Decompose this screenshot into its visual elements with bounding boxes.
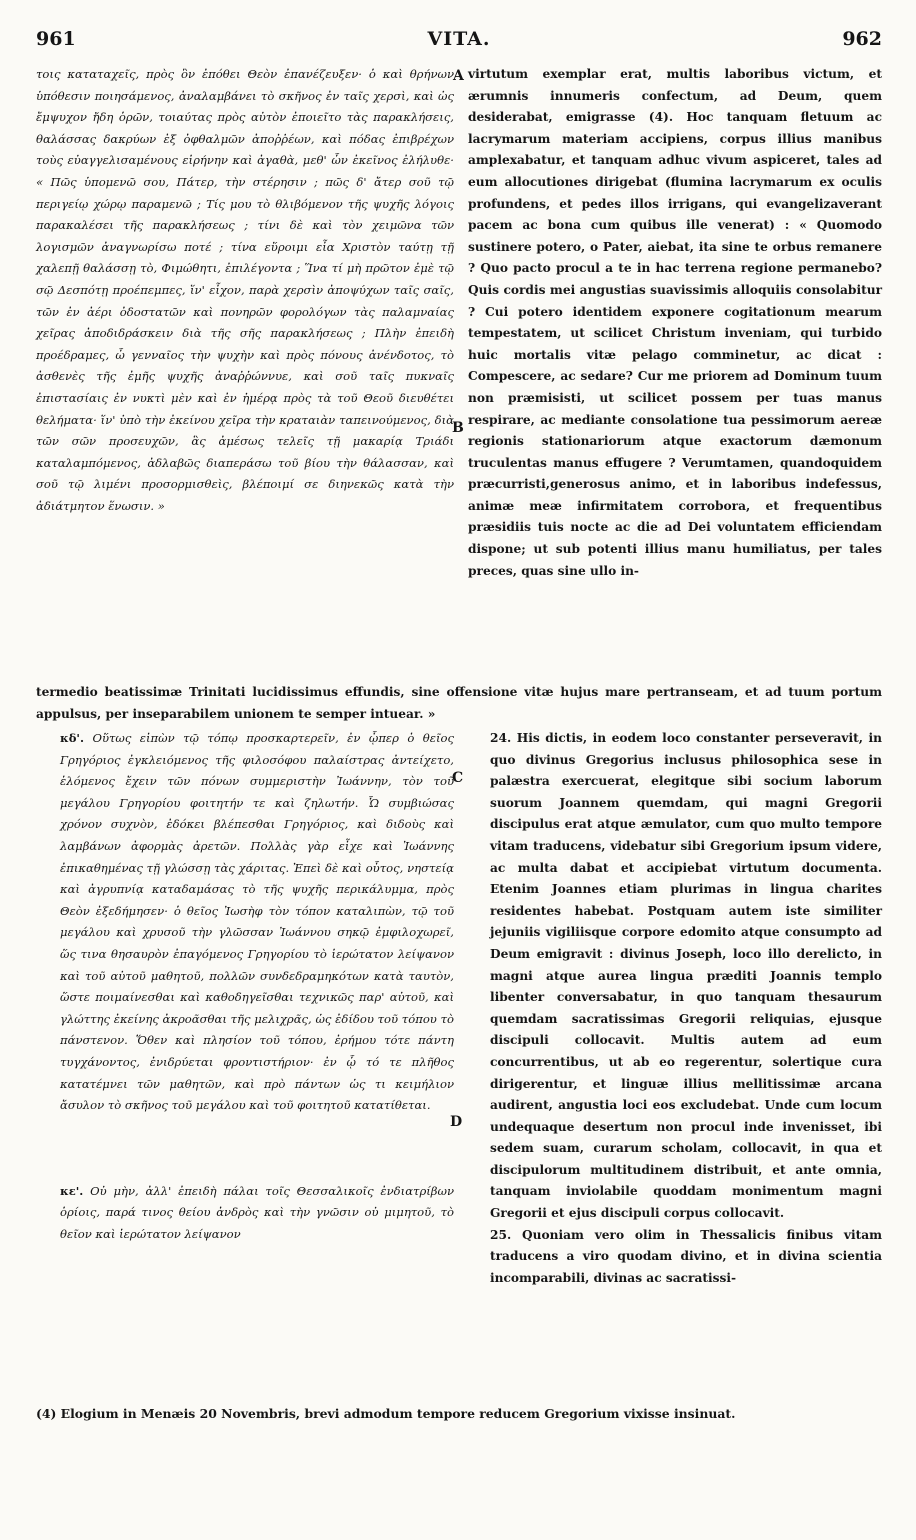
- greek-paragraph-24: [36, 728, 454, 1117]
- latin-paragraph-25: [468, 1225, 882, 1290]
- margin-marker-b: B: [452, 420, 464, 436]
- latin-column-lower: [468, 728, 882, 1289]
- latin-section-number-25: 25.: [490, 1227, 512, 1242]
- footnote: (4) Elogium in Menæis 20 Novembris, brevi admodum tempore reducem Gregorium vixisse insinuat.: [36, 1406, 736, 1421]
- greek-column-lower: [36, 728, 454, 1245]
- page-header: [36, 28, 882, 62]
- greek-paragraph-1: τοις καταταχεῖς, πρὸς ὃν ἐπόθει Θεὸν ἐπανέζευξεν· ὁ καὶ θρήνων ὑπόθεσιν ποιησάμενος, ἀναλαμβάνει τὸ σκῆνος ἐν ταῖς χερσὶ, καὶ ὡς ἔμψυχον ἤδη ὁρῶν, τοιαύτας πρὸς αὐτὸν ἐποιεῖτο τὰς παρακλήσεις, θαλάσσας δακρύων ἐξ ὀφθαλμῶν ἀποῤῥέων, καὶ πόδας ἐπιβρέχων τοὺς εὐαγγελισαμένους εἰρήνην καὶ ἀγαθὰ, μεθ' ὧν ἐκεῖνος ἐλήλυθε· « Πῶς ὑπομενῶ σου, Πάτερ, τὴν στέρησιν ; πῶς δ' ἄτερ σοῦ τῷ περιγείῳ χώρῳ παραμενῶ ; Τίς μου τὸ θλιβόμενον τῆς ψυχῆς λόγοις παρακαλέσει τῆς παρακλήσεως ; τίνι δὲ καὶ τὸν χειμῶνα τῶν λογισμῶν ἀναγνωρίσω ποτέ ; τίνα εὕροιμι εἶα Χριστὸν ταύτῃ τῇ χαλεπῇ θαλάσσῃ τὸ, Φιμώθητι, ἐπιλέγοντα ; Ἵνα τί μὴ πρῶτον ἐμὲ τῷ σῷ Δεσπότῃ προέπεμπες, ἵν' εἶχον, παρὰ χερσὶν ἀποψύχων ταῖς σαῖς, τῶν ἐν ἀέρι ὀδοστατῶν καὶ πονηρῶν φορολόγων τὰς παλαμναίας χεῖρας ἀποδιδράσκειν διὰ τῆς σῆς παρακλήσεως ; Πλὴν ἐπειδὴ προέδραμες, ὦ γενναῖος τὴν ψυχὴν καὶ πρὸς πόνους ἀνένδοτος, τὸ ἀσθενὲς τῆς ἐμῆς ψυχῆς ἀναῤῥώννυε, καὶ σοῦ ταῖς πυκναῖς ἐπιστασίαις ἐν νυκτὶ μὲν καὶ ἐν ἡμέρᾳ πρὸς τὰ τοῦ Θεοῦ διευθέτει θελήματα· ἵν' ὑπὸ τὴν ἐκείνου χεῖρα τὴν κραταιὰν ταπεινούμενος, διὰ τῶν σῶν προσευχῶν, ἃς ἀμέσως τελεῖς τῇ μακαρίᾳ Τριάδι καταλαμπόμενος, ἀδλαβῶς διαπεράσω τοῦ βίου τὴν θάλασσαν, καὶ σοῦ τῷ λιμένι προσορμισθεὶς, βλέποιμί σε διηνεκῶς κατὰ τὴν ἀδιάτμητον ἕνωσιν. »: [36, 67, 454, 513]
- margin-marker-c: C: [452, 770, 464, 786]
- greek-section-number-24: κδ'.: [60, 731, 85, 745]
- running-title: VITA.: [427, 28, 491, 50]
- greek-column: [36, 64, 454, 517]
- latin-section-number-24: 24.: [490, 731, 512, 745]
- page-number-right: 962: [842, 28, 882, 50]
- latin-paragraph-25-text: Quoniam vero olim in Thessalicis finibus vitam traducens a viro quodam divino, et in divina scientia incomparabili, divinas ac sacratissi-: [490, 1227, 882, 1285]
- margin-marker-d: D: [450, 1114, 463, 1130]
- latin-column: [468, 64, 882, 582]
- margin-marker-a: A: [453, 68, 464, 84]
- page-number-left: 961: [36, 28, 76, 50]
- greek-paragraph-25-text: Οὐ μὴν, ἀλλ' ἐπειδὴ πάλαι τοῖς Θεσσαλικοῖς ἐνδιατρίβων ὁρίοις, παρά τινος θείου ἀνδρὸς καὶ τὴν γνῶσιν οὐ μιμητοῦ, τὸ θεῖον καὶ ἱερώτατον λείψανον: [60, 1183, 455, 1241]
- latin-paragraph-24-text: His dictis, in eodem loco constanter perseveravit, in quo divinus Gregorius inclusus philosophica sese in palæstra exercuerat, elegitque sibi socium laborum suorum Joannem quemdam, qui magni Gregorii discipulus erat atque æmulator, cum quo multo tempore vitam traducens, videbatur sibi Gregorium ipsum videre, ac multa dabat et accipiebat virtutum documenta. Etenim Joannes etiam plurimas in lingua charites residentes habebat. Postquam autem iste similiter jejuniis vigiliisque corpore edomito atque consumpto ad Deum emigravit : divinus Joseph, loco illo derelicto, in magni atque aurea lingua præditi Joannis templo libenter conversabatur, in quo tanquam thesaurum quemdam sacratissimas Gregorii reliquias, ejusque discipuli collocavit. Multis autem ad eum concurrentibus, ut ab eo regerentur, solertique cura dirigerentur, et linguæ illius mellitissimæ arcana audirent, angustia loci eos excludebat. Unde cum locum undequaque desertum non procul inde invenisset, ibi sedem suam, curarum scholam, collocavit, in qua et discipulorum multitudinem distribuit, et ante omnia, tanquam inviolabile quoddam monimentum magni Gregorii et ejus discipuli corpus collocavit.: [490, 731, 882, 1221]
- greek-paragraph-24-text: Οὕτως εἰπὼν τῷ τόπῳ προσκαρτερεῖν, ἐν ᾧπερ ὁ θεῖος Γρηγόριος ἐγκλειόμενος τῆς φιλοσόφου παλαίστρας ἀντείχετο, ἑλόμενος ἔχειν τῶν πόνων συμμεριστὴν Ἰωάννην, τὸν τοῦ μεγάλου Γρηγορίου φοιτητήν τε καὶ ζηλωτήν. Ὧ συμβιώσας χρόνον συχνὸν, ἐδόκει βλέπεσθαι Γρηγόριος, καὶ διδοὺς καὶ λαμβάνων ἀφορμὰς ἀρετῶν. Πολλὰς γὰρ εἶχε καὶ Ἰωάννης ἐπικαθημένας τῇ γλώσσῃ τὰς χάριτας. Ἐπεὶ δὲ καὶ οὗτος, νηστείᾳ καὶ ἀγρυπνίᾳ καταδαμάσας τὸ τῆς ψυχῆς περικάλυμμα, πρὸς Θεὸν ἐξεδήμησεν· ὁ θεῖος Ἰωσὴφ τὸν τόπον καταλιπὼν, τῷ τοῦ μεγάλου καὶ χρυσοῦ τὴν γλῶσσαν Ἰωάννου σηκῷ ἐμφιλοχωρεῖ, ὥς τινα θησαυρὸν ἐπαγόμενος Γρηγορίου τὸ ἱερώτατον λείψανον καὶ τοῦ αὐτοῦ μαθητοῦ, πολλῶν συνδεδραμηκότων κατὰ ταυτὸν, ὥστε ποιμαίνεσθαι καὶ καθοδηγεῖσθαι τεχνικῶς παρ' αὐτοῦ, καὶ γλώττης ἐκείνης ἀκροᾶσθαι τῆς μελιχρᾶς, ὡς ἐδίδου τοῦ τόπου τὸ πάνστενον. Ὅθεν καὶ πλησίον τοῦ τόπου, ἐρήμου τότε πάντη τυγχάνοντος, ἐνιδρύεται φροντιστήριον· ἐν ᾧ τό τε πλῆθος κατατέμνει τῶν μαθητῶν, καὶ πρὸ πάντων ὡς τι κειμήλιον ἄσυλον τὸ σκῆνος τοῦ μεγάλου καὶ τοῦ φοιτητοῦ κατατίθεται.: [60, 731, 455, 1113]
- latin-paragraph-1: virtutum exemplar erat, multis laboribus victum, et ærumnis innumeris confectum, ad Deum, quem desiderabat, emigrasse (4). Hoc tanquam fletuum ac lacrymarum materiam accipiens, corpus illius manibus amplexabatur, et tanquam adhuc vivum aspiceret, tales ad eum allocutiones dirigebat (flumina lacrymarum ex oculis profundens, et pedes illos irrigans, qui evangelizaverant pacem ac bona cum quibus ille venerat) : « Quomodo sustinere potero, o Pater, aiebat, ita sine te orbus remanere ? Quo pacto procul a te in hac terrena regione permanebo? Quis cordis mei angustias suavissimis alloquiis consolabitur ? Cui potero identidem exponere cogitationum mearum tempestatem, ut scilicet Christum inveniam, qui turbido huic mortalis vitæ pelago comminetur, ac dicat : Compescere, ac sedare? Cur me priorem ad Dominum tuum non præmisisti, ut scilicet possem per tuas manus respirare, ac mediante consolatione tua pessimorum aereæ regionis stationariorum atque exactorum dæmonum truculentas manus effugere ? Verumtamen, quandoquidem præcurristi,generosus animo, et in laboribus indefessus, animæ meæ infirmitatem corrobora, et frequentibus præsidiis tuis nocte ac die ad Dei voluntatem efficiendam dispone; ut sub potenti illius manu humiliatus, per tales preces, quas sine ullo in-: [468, 67, 882, 578]
- latin-paragraph-24: [468, 728, 882, 1225]
- latin-continuation: termedio beatissimæ Trinitati lucidissimus effundis, sine offensione vitæ hujus mare pertranseam, et ad tuum portum appulsus, per inseparabilem unionem te semper intuear. »: [36, 685, 882, 721]
- continuation-text: [36, 682, 882, 725]
- greek-section-number-25: κε'.: [60, 1183, 84, 1198]
- greek-paragraph-25: [36, 1181, 454, 1246]
